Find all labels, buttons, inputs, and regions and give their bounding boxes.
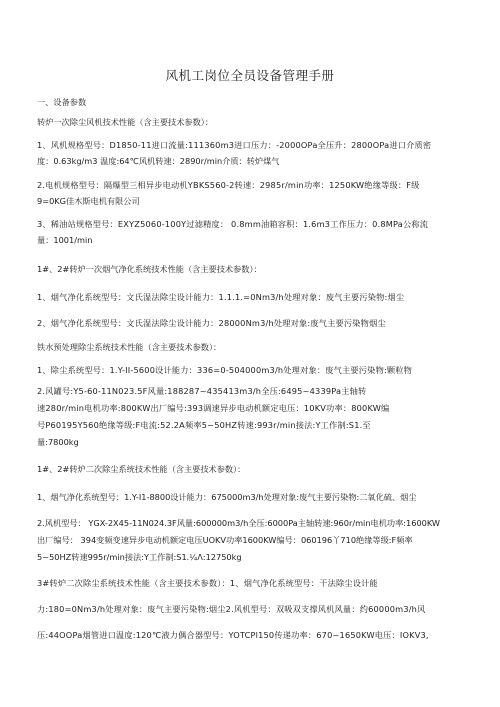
paragraph-line: 出厂编号： 394变频变速异步电动机额定电压UOKV功率1600KW编号：060196丫710绝缘等级:F频率 [37,535,413,545]
subsection-heading-secondary-dedusting: 1#、2#转炉二次除尘系统技术性能（含主要技术参数）： [37,464,246,474]
paragraph-line: 1、烟气净化系统型号：1.Y-I1-8800设计能力：675000m3/h处理对象:废气主要污染物:二氧化硫、烟尘 [37,492,417,502]
paragraph-line: 压:44OOPa烟管进口温度:120℃液力偶合器型号：YOTCPl150传递功率：670~1650KW电压：IOKV3, [37,630,429,640]
paragraph-line: 2.电机规格型号：隔爆型三相异步电动机YBKS560-2转速：2985r/min功率：1250KW绝缘等级：F级 [37,180,420,190]
paragraph-line: 3#转炉二次除尘系统技术性能（含主要技术参数）：1、烟气净化系统型号：干法除尘设计能 [37,578,378,588]
paragraph-line: 度：0.63kg/m3 温度:64℃风机转速：2890r/min介质：转炉煤气 [37,156,280,166]
paragraph-line: 2.风机型号： YGX-2X45-11N024.3F风量:600000m3/h全压:6000Pa主轴转速:960r/min电机功率:1600KW [37,518,441,528]
paragraph-line: 2.风罐号:Y5-60-11N023.5F风量:188287~435413m3/h全压:6495~4339Pa主轴转 [37,386,367,396]
paragraph-line: 量:7800kg [37,437,79,447]
paragraph-line: 1、除尘系统型号：1.Y-II-5600设计能力：336=0-504000m3/h处理对象：废气主要污染物:颗粒物 [37,365,413,375]
paragraph-line: 量：1001/min [37,235,93,245]
paragraph-line: 1、烟气净化系统型号：文氏湿法除尘设计能力：1.1.1.=0Nm3/h处理对象：废气主要污染物:烟尘 [37,292,405,302]
paragraph-line: 速280r/min电机功率:800KW出厂编号:393调速异步电动机额定电压：10KV功率：800KW编 [37,403,390,413]
paragraph-line: 5~50HZ转速995r/min接法:Y工作制:S1.¼Λ:12750kg [37,552,242,562]
subsection-heading-primary-fan: 转炉一次除尘风机技术性能（含主要技术参数）： [37,117,214,127]
paragraph-line: 3、稀油站规格型号：EXYZ5060-100Y过滤精度： 0.8mm油箱容积：1.6m3工作压力：0.8MPa公称流 [37,219,429,229]
section-heading-equipment-params: 一、设备参数 [37,97,87,107]
subsection-heading-iron-pretreatment: 铁水预处理除尘系统技术性能（含主要技术参数）： [37,342,222,352]
paragraph-line: 2、烟气净化系统型号：文氏湿法除尘设计能力：28000Nm3/h处理对象:废气主要污染物烟尘 [37,318,386,328]
paragraph-line: 1、风机规格型号：D1850-11进口流量:111360m3进口压力：-2000OPa全压升：2800OPa进口介质密 [37,140,432,150]
paragraph-line: 9=0KG佳木斯电机有限公司 [37,196,140,206]
paragraph-line: 号P60195Y560绝缘等级:F电流:52.2A频率5~50HZ转速:993r/min接法:Y工作制:S1.至 [37,420,371,430]
paragraph-line: 力:180=0Nm3/h处理对象：废气主要污染物:烟尘2.风机型号：双吸双支撑风机风量：约60000m3/h风 [37,604,426,614]
document-title: 风机工岗位全员设备管理手册 [165,68,335,83]
subsection-heading-flue-gas-system: 1#、2#转炉一次烟气净化系统技术性能（含主要技术参数）： [37,264,262,274]
